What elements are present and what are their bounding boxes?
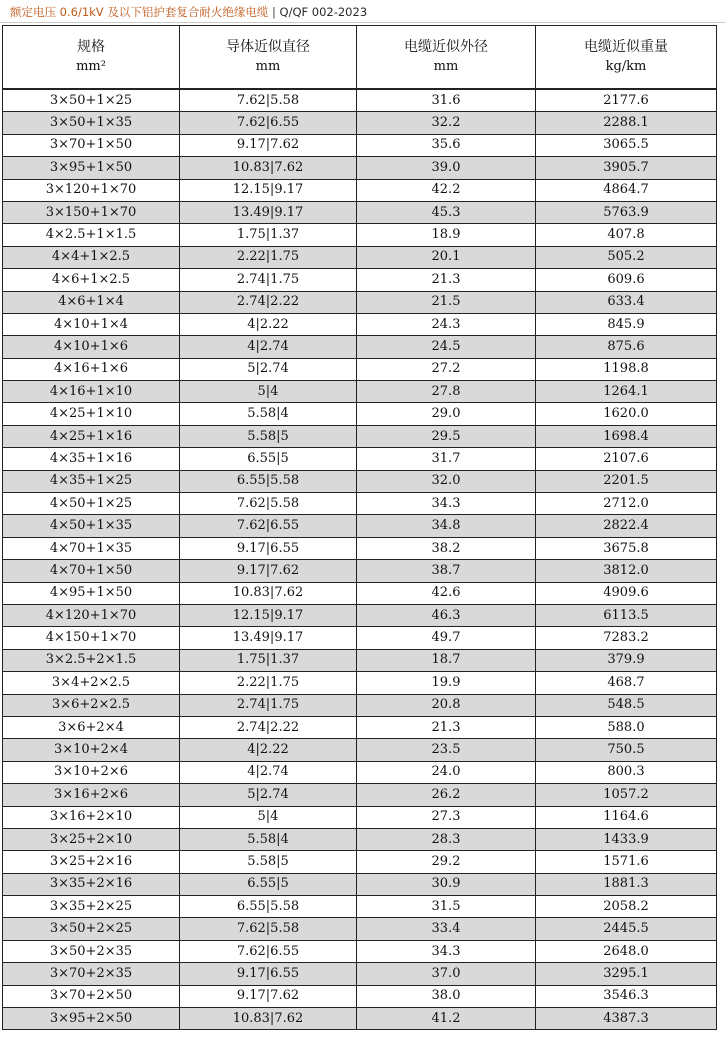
cell-weight: 1057.2 xyxy=(536,784,717,806)
cell-outer-diameter: 41.2 xyxy=(357,1008,536,1030)
table-row xyxy=(3,761,717,783)
table-row xyxy=(3,381,717,403)
table-row xyxy=(3,224,717,246)
cell-weight: 2058.2 xyxy=(536,896,717,918)
cell-spec: 4×50+1×25 xyxy=(3,493,180,515)
cell-weight: 609.6 xyxy=(536,269,717,291)
cell-spec: 3×10+2×4 xyxy=(3,739,180,761)
table-row xyxy=(3,336,717,358)
cell-spec: 3×16+2×10 xyxy=(3,806,180,828)
cell-conductor-diameter: 6.55|5 xyxy=(180,873,357,895)
cell-conductor-diameter: 9.17|6.55 xyxy=(180,537,357,559)
cell-weight: 1264.1 xyxy=(536,381,717,403)
table-row xyxy=(3,112,717,134)
cell-outer-diameter: 29.5 xyxy=(357,425,536,447)
cell-spec: 3×4+2×2.5 xyxy=(3,672,180,694)
cell-conductor-diameter: 4|2.74 xyxy=(180,761,357,783)
cable-spec-table xyxy=(2,25,717,1030)
cell-conductor-diameter: 2.22|1.75 xyxy=(180,246,357,268)
cell-outer-diameter: 26.2 xyxy=(357,784,536,806)
cell-weight: 7283.2 xyxy=(536,627,717,649)
cell-weight: 2822.4 xyxy=(536,515,717,537)
table-row xyxy=(3,201,717,223)
cell-spec: 3×50+2×25 xyxy=(3,918,180,940)
cell-weight: 407.8 xyxy=(536,224,717,246)
cell-outer-diameter: 20.8 xyxy=(357,694,536,716)
cell-outer-diameter: 38.0 xyxy=(357,985,536,1007)
cell-spec: 3×95+2×50 xyxy=(3,1008,180,1030)
cell-weight: 3546.3 xyxy=(536,985,717,1007)
cell-conductor-diameter: 4|2.22 xyxy=(180,739,357,761)
table-row xyxy=(3,157,717,179)
cell-spec: 3×35+2×25 xyxy=(3,896,180,918)
table-row xyxy=(3,716,717,738)
cell-conductor-diameter: 9.17|7.62 xyxy=(180,134,357,156)
cell-spec: 4×10+1×4 xyxy=(3,313,180,335)
cell-weight: 750.5 xyxy=(536,739,717,761)
cell-conductor-diameter: 9.17|7.62 xyxy=(180,985,357,1007)
cell-spec: 4×150+1×70 xyxy=(3,627,180,649)
cell-conductor-diameter: 12.15|9.17 xyxy=(180,604,357,626)
table-row xyxy=(3,291,717,313)
table-row xyxy=(3,269,717,291)
cell-spec: 3×6+2×4 xyxy=(3,716,180,738)
table-row xyxy=(3,515,717,537)
cell-weight: 875.6 xyxy=(536,336,717,358)
cell-weight: 588.0 xyxy=(536,716,717,738)
cell-outer-diameter: 34.3 xyxy=(357,940,536,962)
cell-spec: 3×2.5+2×1.5 xyxy=(3,649,180,671)
cell-conductor-diameter: 9.17|7.62 xyxy=(180,560,357,582)
cell-spec: 4×70+1×50 xyxy=(3,560,180,582)
cell-conductor-diameter: 7.62|5.58 xyxy=(180,918,357,940)
cell-weight: 2201.5 xyxy=(536,470,717,492)
table-row xyxy=(3,828,717,850)
cell-outer-diameter: 39.0 xyxy=(357,157,536,179)
table-row xyxy=(3,739,717,761)
cell-weight: 1620.0 xyxy=(536,403,717,425)
cell-outer-diameter: 28.3 xyxy=(357,828,536,850)
cell-conductor-diameter: 5.58|4 xyxy=(180,403,357,425)
cell-spec: 3×120+1×70 xyxy=(3,179,180,201)
table-row xyxy=(3,940,717,962)
cell-weight: 4387.3 xyxy=(536,1008,717,1030)
cell-weight: 1698.4 xyxy=(536,425,717,447)
cell-outer-diameter: 18.7 xyxy=(357,649,536,671)
table-row xyxy=(3,963,717,985)
column-header-weight xyxy=(536,26,717,90)
cell-spec: 4×120+1×70 xyxy=(3,604,180,626)
cell-weight: 379.9 xyxy=(536,649,717,671)
cell-weight: 3812.0 xyxy=(536,560,717,582)
cell-weight: 3675.8 xyxy=(536,537,717,559)
cell-outer-diameter: 27.8 xyxy=(357,381,536,403)
cell-outer-diameter: 24.0 xyxy=(357,761,536,783)
cell-outer-diameter: 38.7 xyxy=(357,560,536,582)
cell-conductor-diameter: 2.74|1.75 xyxy=(180,694,357,716)
cell-outer-diameter: 37.0 xyxy=(357,963,536,985)
table-row xyxy=(3,537,717,559)
column-unit: mm² xyxy=(76,59,106,74)
cell-conductor-diameter: 5.58|5 xyxy=(180,851,357,873)
cell-weight: 2712.0 xyxy=(536,493,717,515)
cell-conductor-diameter: 4|2.74 xyxy=(180,336,357,358)
column-header-conductor-diameter xyxy=(180,26,357,90)
cell-conductor-diameter: 2.74|1.75 xyxy=(180,269,357,291)
cell-outer-diameter: 31.7 xyxy=(357,448,536,470)
cell-conductor-diameter: 13.49|9.17 xyxy=(180,201,357,223)
cell-conductor-diameter: 5|4 xyxy=(180,806,357,828)
cell-weight: 633.4 xyxy=(536,291,717,313)
cell-conductor-diameter: 13.49|9.17 xyxy=(180,627,357,649)
table-row xyxy=(3,672,717,694)
standard-code: Q/QF 002-2023 xyxy=(279,5,368,19)
cell-weight: 3905.7 xyxy=(536,157,717,179)
document-header xyxy=(10,5,367,19)
cell-weight: 2107.6 xyxy=(536,448,717,470)
cell-conductor-diameter: 5|4 xyxy=(180,381,357,403)
table-row xyxy=(3,985,717,1007)
cell-spec: 4×25+1×10 xyxy=(3,403,180,425)
cell-conductor-diameter: 2.22|1.75 xyxy=(180,672,357,694)
cell-outer-diameter: 30.9 xyxy=(357,873,536,895)
cell-weight: 800.3 xyxy=(536,761,717,783)
cell-spec: 4×6+1×2.5 xyxy=(3,269,180,291)
cell-outer-diameter: 34.3 xyxy=(357,493,536,515)
cell-outer-diameter: 34.8 xyxy=(357,515,536,537)
cell-weight: 468.7 xyxy=(536,672,717,694)
cell-weight: 1164.6 xyxy=(536,806,717,828)
cell-spec: 3×95+1×50 xyxy=(3,157,180,179)
table-row xyxy=(3,649,717,671)
cell-weight: 6113.5 xyxy=(536,604,717,626)
table-row xyxy=(3,896,717,918)
cell-spec: 3×70+2×35 xyxy=(3,963,180,985)
column-title: 电缆近似外径 xyxy=(404,39,488,55)
cell-weight: 5763.9 xyxy=(536,201,717,223)
table-row xyxy=(3,851,717,873)
cell-weight: 3065.5 xyxy=(536,134,717,156)
table-header-row xyxy=(3,26,717,90)
cell-outer-diameter: 35.6 xyxy=(357,134,536,156)
cell-conductor-diameter: 12.15|9.17 xyxy=(180,179,357,201)
cell-conductor-diameter: 1.75|1.37 xyxy=(180,649,357,671)
cell-conductor-diameter: 7.62|6.55 xyxy=(180,940,357,962)
column-unit: mm xyxy=(255,59,281,74)
cell-conductor-diameter: 6.55|5.58 xyxy=(180,470,357,492)
column-header-outer-diameter xyxy=(357,26,536,90)
table-row xyxy=(3,582,717,604)
table-row xyxy=(3,448,717,470)
cell-weight: 845.9 xyxy=(536,313,717,335)
document-title: 额定电压 0.6/1kV 及以下铝护套复合耐火绝缘电缆 xyxy=(10,5,269,19)
cell-spec: 4×50+1×35 xyxy=(3,515,180,537)
cell-spec: 3×70+2×50 xyxy=(3,985,180,1007)
cell-conductor-diameter: 7.62|5.58 xyxy=(180,89,357,112)
cell-spec: 4×35+1×16 xyxy=(3,448,180,470)
cell-spec: 4×6+1×4 xyxy=(3,291,180,313)
cell-conductor-diameter: 10.83|7.62 xyxy=(180,1008,357,1030)
cell-conductor-diameter: 6.55|5 xyxy=(180,448,357,470)
column-unit: kg/km xyxy=(605,59,647,74)
table-row xyxy=(3,806,717,828)
cell-outer-diameter: 27.3 xyxy=(357,806,536,828)
cell-spec: 4×4+1×2.5 xyxy=(3,246,180,268)
cell-outer-diameter: 29.0 xyxy=(357,403,536,425)
cell-conductor-diameter: 10.83|7.62 xyxy=(180,582,357,604)
table-row xyxy=(3,425,717,447)
cell-weight: 1433.9 xyxy=(536,828,717,850)
cell-outer-diameter: 46.3 xyxy=(357,604,536,626)
cell-spec: 3×6+2×2.5 xyxy=(3,694,180,716)
table-row xyxy=(3,694,717,716)
cell-weight: 2648.0 xyxy=(536,940,717,962)
cell-conductor-diameter: 5.58|4 xyxy=(180,828,357,850)
cell-spec: 3×70+1×50 xyxy=(3,134,180,156)
table-row xyxy=(3,358,717,380)
cell-weight: 548.5 xyxy=(536,694,717,716)
cell-spec: 4×2.5+1×1.5 xyxy=(3,224,180,246)
cell-spec: 3×35+2×16 xyxy=(3,873,180,895)
cell-conductor-diameter: 7.62|5.58 xyxy=(180,493,357,515)
cell-weight: 505.2 xyxy=(536,246,717,268)
cell-outer-diameter: 21.5 xyxy=(357,291,536,313)
cell-conductor-diameter: 10.83|7.62 xyxy=(180,157,357,179)
table-row xyxy=(3,1008,717,1030)
table-row xyxy=(3,403,717,425)
table-row xyxy=(3,246,717,268)
cell-outer-diameter: 42.2 xyxy=(357,179,536,201)
column-unit: mm xyxy=(433,59,459,74)
table-row xyxy=(3,470,717,492)
cell-spec: 3×10+2×6 xyxy=(3,761,180,783)
cell-conductor-diameter: 9.17|6.55 xyxy=(180,963,357,985)
cell-spec: 3×50+1×35 xyxy=(3,112,180,134)
cell-outer-diameter: 18.9 xyxy=(357,224,536,246)
cell-spec: 3×25+2×16 xyxy=(3,851,180,873)
column-header-spec xyxy=(3,26,180,90)
header-rule xyxy=(0,22,725,23)
cell-spec: 3×25+2×10 xyxy=(3,828,180,850)
cell-outer-diameter: 23.5 xyxy=(357,739,536,761)
column-title: 电缆近似重量 xyxy=(584,39,668,55)
cell-spec: 4×16+1×6 xyxy=(3,358,180,380)
cell-outer-diameter: 21.3 xyxy=(357,269,536,291)
table-row xyxy=(3,313,717,335)
cell-spec: 3×50+2×35 xyxy=(3,940,180,962)
table-row xyxy=(3,784,717,806)
cell-conductor-diameter: 5.58|5 xyxy=(180,425,357,447)
cell-conductor-diameter: 2.74|2.22 xyxy=(180,716,357,738)
table-row xyxy=(3,627,717,649)
cell-spec: 4×35+1×25 xyxy=(3,470,180,492)
cell-weight: 1881.3 xyxy=(536,873,717,895)
cell-outer-diameter: 31.6 xyxy=(357,89,536,112)
cell-weight: 2288.1 xyxy=(536,112,717,134)
cell-conductor-diameter: 7.62|6.55 xyxy=(180,112,357,134)
column-title: 导体近似直径 xyxy=(226,39,310,55)
cell-outer-diameter: 45.3 xyxy=(357,201,536,223)
cell-outer-diameter: 29.2 xyxy=(357,851,536,873)
cell-conductor-diameter: 2.74|2.22 xyxy=(180,291,357,313)
cell-conductor-diameter: 1.75|1.37 xyxy=(180,224,357,246)
cell-outer-diameter: 31.5 xyxy=(357,896,536,918)
cell-conductor-diameter: 5|2.74 xyxy=(180,784,357,806)
cell-spec: 4×70+1×35 xyxy=(3,537,180,559)
cell-spec: 3×16+2×6 xyxy=(3,784,180,806)
cell-spec: 4×25+1×16 xyxy=(3,425,180,447)
cell-spec: 3×150+1×70 xyxy=(3,201,180,223)
table-row xyxy=(3,134,717,156)
cell-outer-diameter: 49.7 xyxy=(357,627,536,649)
cell-outer-diameter: 20.1 xyxy=(357,246,536,268)
cell-outer-diameter: 42.6 xyxy=(357,582,536,604)
cell-weight: 1571.6 xyxy=(536,851,717,873)
cell-outer-diameter: 21.3 xyxy=(357,716,536,738)
cell-outer-diameter: 19.9 xyxy=(357,672,536,694)
cell-outer-diameter: 33.4 xyxy=(357,918,536,940)
cell-conductor-diameter: 4|2.22 xyxy=(180,313,357,335)
cell-conductor-diameter: 6.55|5.58 xyxy=(180,896,357,918)
cell-outer-diameter: 24.5 xyxy=(357,336,536,358)
cell-spec: 4×10+1×6 xyxy=(3,336,180,358)
table-row xyxy=(3,89,717,112)
cell-weight: 2445.5 xyxy=(536,918,717,940)
table-row xyxy=(3,493,717,515)
cell-outer-diameter: 24.3 xyxy=(357,313,536,335)
header-separator: | xyxy=(271,5,276,19)
cell-conductor-diameter: 5|2.74 xyxy=(180,358,357,380)
table-body xyxy=(3,89,717,1030)
cell-weight: 1198.8 xyxy=(536,358,717,380)
cell-spec: 3×50+1×25 xyxy=(3,89,180,112)
table-row xyxy=(3,560,717,582)
column-title: 规格 xyxy=(77,39,105,55)
table-row xyxy=(3,604,717,626)
cell-weight: 4864.7 xyxy=(536,179,717,201)
cell-outer-diameter: 27.2 xyxy=(357,358,536,380)
cell-outer-diameter: 32.2 xyxy=(357,112,536,134)
cell-weight: 2177.6 xyxy=(536,89,717,112)
cell-spec: 4×95+1×50 xyxy=(3,582,180,604)
table-row xyxy=(3,873,717,895)
cell-outer-diameter: 32.0 xyxy=(357,470,536,492)
table-row xyxy=(3,918,717,940)
cell-spec: 4×16+1×10 xyxy=(3,381,180,403)
table-row xyxy=(3,179,717,201)
cell-weight: 3295.1 xyxy=(536,963,717,985)
cell-weight: 4909.6 xyxy=(536,582,717,604)
cell-outer-diameter: 38.2 xyxy=(357,537,536,559)
cell-conductor-diameter: 7.62|6.55 xyxy=(180,515,357,537)
